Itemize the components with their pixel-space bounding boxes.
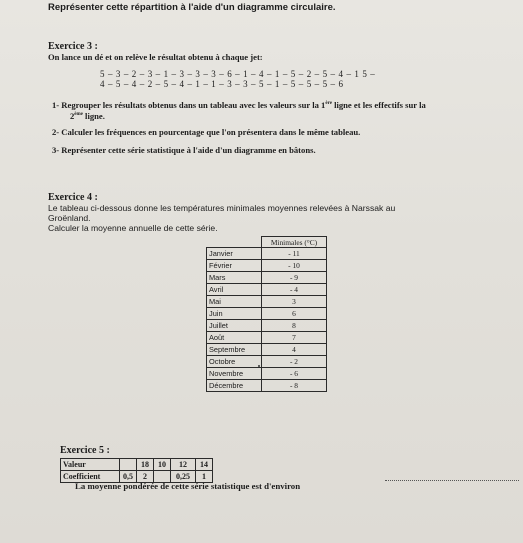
temperature-cell: - 6 (262, 368, 327, 380)
table-row (207, 272, 327, 284)
temperature-table (206, 236, 327, 392)
month-cell: Juillet (207, 320, 262, 332)
temperature-cell: 7 (262, 332, 327, 344)
heading-text: Représenter cette répartition à l'aide d'un diagramme circulaire. (48, 2, 336, 13)
temperature-cell: - 10 (262, 260, 327, 272)
header-minimales: Minimales (°C) (262, 237, 327, 248)
temperature-cell: - 2 (262, 356, 327, 368)
table-cell: 12 (171, 459, 196, 471)
month-cell: Mars (207, 272, 262, 284)
exercise-3-title: Exercice 3 : (48, 41, 98, 52)
temperature-cell: 6 (262, 308, 327, 320)
table-row (207, 368, 327, 380)
question-2: 2- Calculer les fréquences en pourcentage que l'on présentera dans le même tableau. (52, 127, 361, 137)
table-row (207, 296, 327, 308)
table-row (207, 344, 327, 356)
month-cell: Novembre (207, 368, 262, 380)
exercise-5-title: Exercice 5 : (60, 445, 110, 456)
exercise-4-line-2: Groënland. (48, 213, 91, 223)
temperature-cell: 8 (262, 320, 327, 332)
table-cell: 2 (137, 471, 154, 483)
answer-blank-line[interactable] (385, 479, 519, 481)
stray-mark (258, 365, 260, 367)
temperature-cell: 4 (262, 344, 327, 356)
dice-sequence-line-1: 5 – 3 – 2 – 3 – 1 – 3 – 3 – 3 – 6 – 1 – 4 – 1 – 5 – 2 – 5 – 4 – 1 5 – (100, 69, 376, 79)
table-cell (120, 459, 137, 471)
month-cell: Mai (207, 296, 262, 308)
temperature-cell: - 4 (262, 284, 327, 296)
question-1: 1- Regrouper les résultats obtenus dans un tableau avec les valeurs sur la 1ère ligne et les effectifs sur la (52, 100, 426, 110)
question-1-continued: 2ème ligne. (70, 111, 105, 121)
temperature-cell: 3 (262, 296, 327, 308)
table-row (207, 308, 327, 320)
table-cell: 14 (196, 459, 213, 471)
table-row (207, 332, 327, 344)
exercise-4-line-3: Calculer la moyenne annuelle de cette série. (48, 223, 218, 233)
table-row (207, 320, 327, 332)
table-row (207, 356, 327, 368)
table-row (207, 284, 327, 296)
month-cell: Avril (207, 284, 262, 296)
table-cell: 0,5 (120, 471, 137, 483)
header-empty-cell (207, 237, 262, 248)
row-label-valeur: Valeur (61, 459, 120, 471)
month-cell: Décembre (207, 380, 262, 392)
month-cell: Juin (207, 308, 262, 320)
month-cell: Août (207, 332, 262, 344)
table-cell: 1 (196, 471, 213, 483)
question-3: 3- Représenter cette série statistique à l'aide d'un diagramme en bâtons. (52, 145, 316, 155)
temperature-cell: - 8 (262, 380, 327, 392)
table-row (61, 459, 213, 471)
table-cell: 0,25 (171, 471, 196, 483)
weighted-table (60, 458, 213, 483)
temperature-cell: - 11 (262, 248, 327, 260)
month-cell: Février (207, 260, 262, 272)
exercise-4-line-1: Le tableau ci-dessous donne les températures minimales moyennes relevées à Narssak au (48, 203, 396, 213)
exercise-3-intro: On lance un dé et on relève le résultat obtenu à chaque jet: (48, 52, 263, 62)
table-row (207, 248, 327, 260)
temperature-table-header-row (207, 237, 327, 248)
exercise-5-statement: La moyenne pondérée de cette série statistique est d'environ (75, 481, 301, 491)
month-cell: Octobre (207, 356, 262, 368)
table-row (207, 260, 327, 272)
row-label-coefficient: Coefficient (61, 471, 120, 483)
table-row (207, 380, 327, 392)
table-cell: 10 (154, 459, 171, 471)
month-cell: Septembre (207, 344, 262, 356)
exercise-4-title: Exercice 4 : (48, 192, 98, 203)
table-cell: 18 (137, 459, 154, 471)
dice-sequence-line-2: 4 – 5 – 4 – 2 – 5 – 4 – 1 – 1 – 3 – 3 – 5 – 1 – 5 – 5 – 5 – 6 (100, 79, 344, 89)
temperature-cell: - 9 (262, 272, 327, 284)
month-cell: Janvier (207, 248, 262, 260)
